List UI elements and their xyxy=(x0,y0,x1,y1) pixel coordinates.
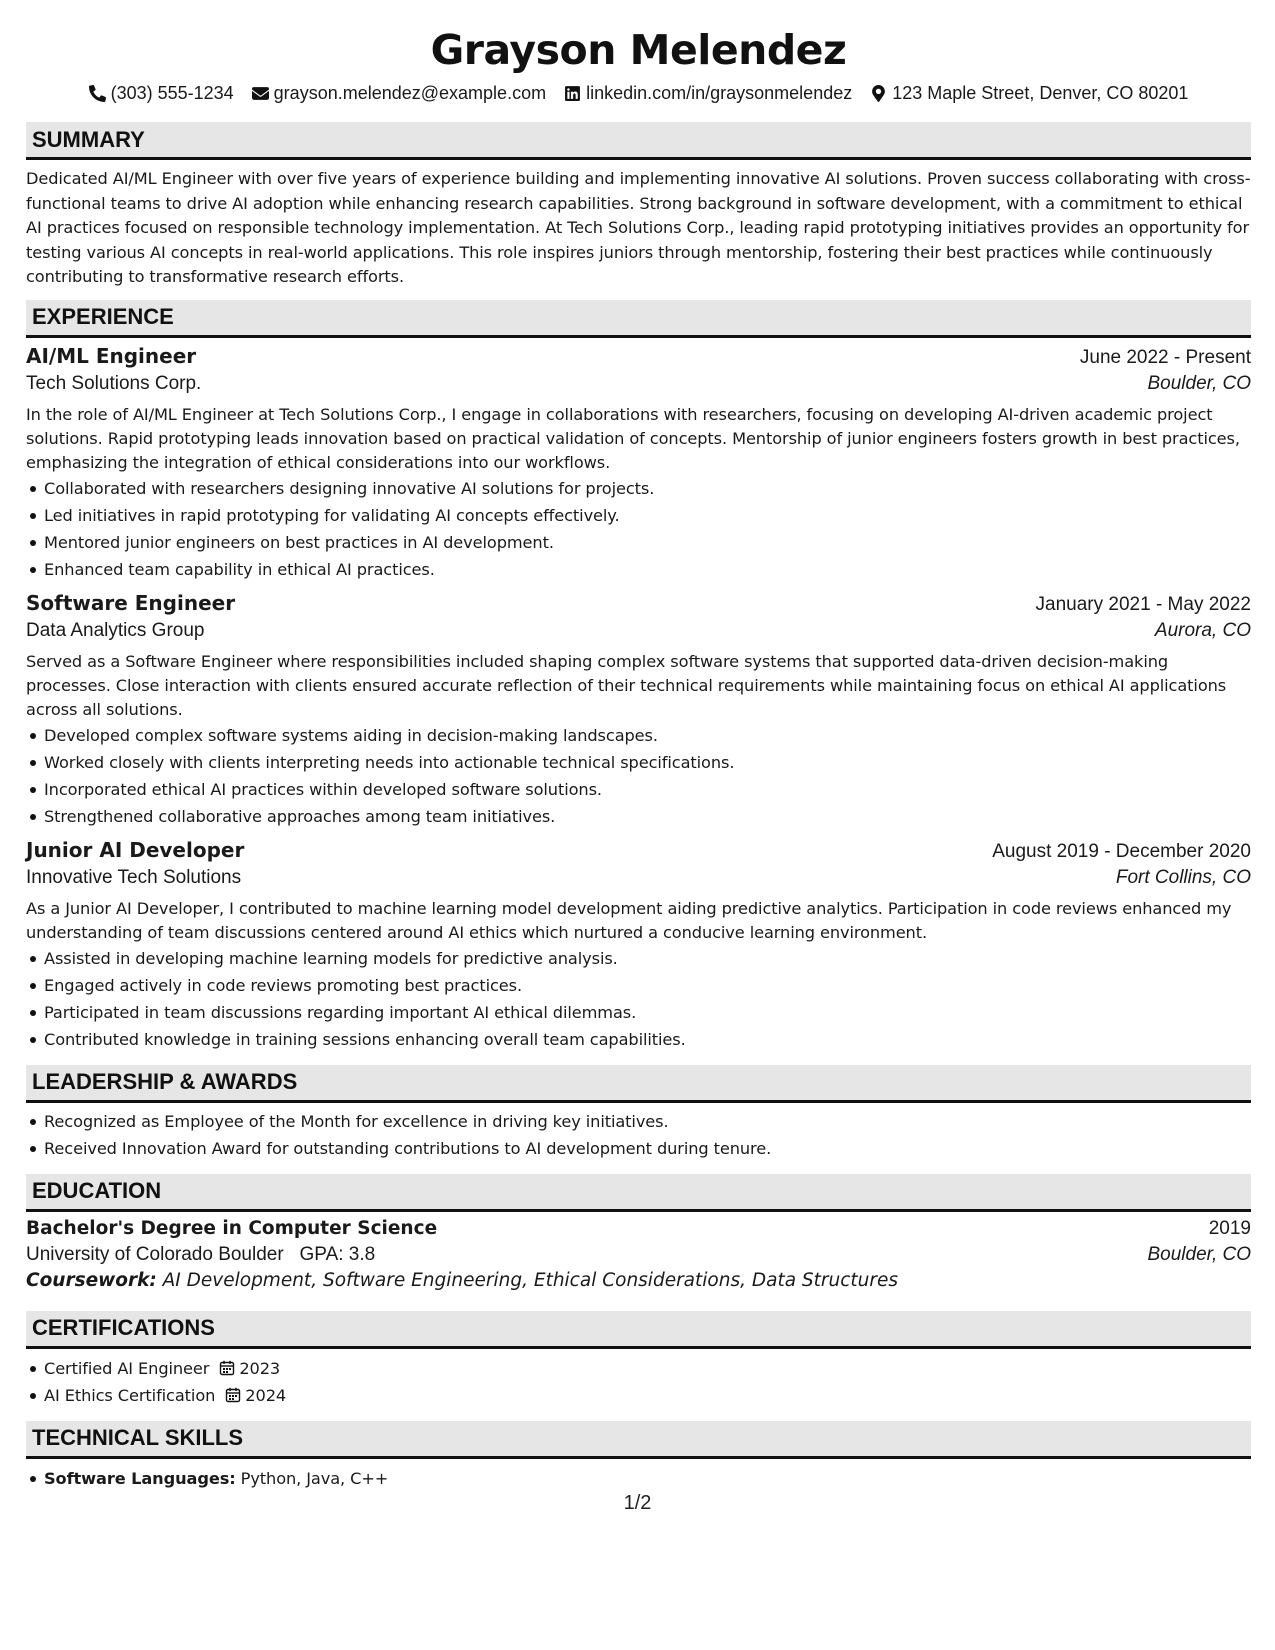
contact-address xyxy=(870,83,1188,104)
coursework-label: Coursework: xyxy=(26,1269,157,1291)
certifications-heading: CERTIFICATIONS xyxy=(26,1311,1251,1349)
list-item: Engaged actively in code reviews promoting best practices. xyxy=(26,972,1251,999)
list-item: Developed complex software systems aiding in decision-making landscapes. xyxy=(26,722,1251,749)
skills-heading: TECHNICAL SKILLS xyxy=(26,1421,1251,1459)
job-company: Data Analytics Group xyxy=(26,619,205,641)
cert-name: AI Ethics Certification xyxy=(44,1385,216,1405)
envelope-icon xyxy=(252,85,269,102)
job-company: Innovative Tech Solutions xyxy=(26,866,242,888)
job-description: As a Junior AI Developer, I contributed to machine learning model development aiding predictive analytics. Participation in code reviews enhanced my understanding of team discussions centered around AI ethics which nurtured a conducive learning environment. xyxy=(26,898,1232,942)
list-item: Mentored junior engineers on best practices in AI development. xyxy=(26,529,1251,556)
job-description: Served as a Software Engineer where responsibilities included shaping complex software systems that supported data-driven decision-making processes. Close interaction with clients ensured accurate reflection of their technical requirements while maintaining focus on ethical AI applications across all solutions. xyxy=(26,651,1227,719)
job-entry xyxy=(26,838,1251,1053)
job-bullets xyxy=(26,475,1251,583)
list-item: Received Innovation Award for outstanding contributions to AI development during tenure. xyxy=(26,1135,1251,1162)
list-item: Incorporated ethical AI practices within developed software solutions. xyxy=(26,776,1251,803)
certifications-list xyxy=(26,1355,1251,1409)
job-entry xyxy=(26,344,1251,583)
resume-page xyxy=(26,0,1251,1492)
list-item: Participated in team discussions regarding important AI ethical dilemmas. xyxy=(26,999,1251,1026)
contact-bar xyxy=(26,80,1251,106)
linkedin-text: linkedin.com/in/graysonmelendez xyxy=(586,82,853,103)
job-dates: January 2021 - May 2022 xyxy=(1035,593,1251,615)
calendar-icon xyxy=(225,1387,241,1403)
list-item: Contributed knowledge in training sessions enhancing overall team capabilities. xyxy=(26,1026,1251,1053)
list-item: Enhanced team capability in ethical AI practices. xyxy=(26,556,1251,583)
degree: Bachelor's Degree in Computer Science xyxy=(26,1217,438,1239)
job-company: Tech Solutions Corp. xyxy=(26,372,202,394)
address-text: 123 Maple Street, Denver, CO 80201 xyxy=(892,82,1189,103)
gpa: GPA: 3.8 xyxy=(299,1243,376,1265)
job-dates: August 2019 - December 2020 xyxy=(992,840,1251,862)
job-dates: June 2022 - Present xyxy=(1079,346,1251,368)
calendar-icon xyxy=(219,1360,235,1376)
experience-heading: EXPERIENCE xyxy=(26,300,1251,338)
skills-list xyxy=(26,1465,1251,1492)
job-bullets xyxy=(26,722,1251,830)
phone-text: (303) 555-1234 xyxy=(110,82,234,103)
list-item: Worked closely with clients interpreting needs into actionable technical specifications. xyxy=(26,749,1251,776)
contact-linkedin[interactable] xyxy=(564,83,852,104)
skill-label: Software Languages: xyxy=(44,1468,236,1488)
job-location: Boulder, CO xyxy=(1147,372,1251,394)
education-entry xyxy=(26,1218,1251,1291)
school-name: University of Colorado Boulder xyxy=(26,1243,284,1265)
job-entry xyxy=(26,591,1251,830)
cert-year: 2024 xyxy=(245,1385,287,1405)
education-heading: EDUCATION xyxy=(26,1174,1251,1212)
list-item xyxy=(26,1465,1251,1492)
list-item xyxy=(26,1355,1251,1382)
linkedin-icon xyxy=(564,85,581,102)
school-location: Boulder, CO xyxy=(1147,1243,1251,1265)
list-item: Recognized as Employee of the Month for excellence in driving key initiatives. xyxy=(26,1108,1251,1135)
awards-heading: LEADERSHIP & AWARDS xyxy=(26,1065,1251,1103)
school-line xyxy=(26,1244,375,1266)
map-pin-icon xyxy=(870,85,887,102)
job-title: Junior AI Developer xyxy=(26,837,245,862)
cert-year: 2023 xyxy=(239,1358,281,1378)
list-item: Collaborated with researchers designing innovative AI solutions for projects. xyxy=(26,475,1251,502)
job-bullets xyxy=(26,945,1251,1053)
awards-list xyxy=(26,1108,1251,1162)
cert-name: Certified AI Engineer xyxy=(44,1358,210,1378)
list-item: Assisted in developing machine learning models for predictive analysis. xyxy=(26,945,1251,972)
job-location: Aurora, CO xyxy=(1154,619,1251,641)
page-number: 1/2 xyxy=(623,1492,652,1514)
graduation-year: 2019 xyxy=(1208,1217,1251,1239)
contact-phone xyxy=(89,83,234,104)
job-description: In the role of AI/ML Engineer at Tech Solutions Corp., I engage in collaborations with researchers, focusing on developing AI-driven academic project solutions. Rapid prototyping leads innovation based on practical validation of concepts. Mentorship of junior engineers fosters growth in best practices, emphasizing the integration of ethical considerations into our workflows. xyxy=(26,404,1240,472)
job-title: AI/ML Engineer xyxy=(26,343,197,368)
contact-email[interactable] xyxy=(252,83,546,104)
skill-value: Python, Java, C++ xyxy=(240,1468,389,1488)
job-title: Software Engineer xyxy=(26,590,236,615)
candidate-name: Grayson Melendez xyxy=(430,26,847,74)
summary-heading: SUMMARY xyxy=(26,122,1251,160)
list-item: Led initiatives in rapid prototyping for validating AI concepts effectively. xyxy=(26,502,1251,529)
email-text: grayson.melendez@example.com xyxy=(273,82,547,103)
job-location: Fort Collins, CO xyxy=(1115,866,1251,888)
coursework xyxy=(26,1270,1251,1291)
list-item xyxy=(26,1382,1251,1409)
list-item: Strengthened collaborative approaches among team initiatives. xyxy=(26,803,1251,830)
phone-icon xyxy=(89,85,106,102)
summary-text: Dedicated AI/ML Engineer with over five years of experience building and implementing innovative AI solutions. Proven success collaborating with cross-functional teams to drive AI adoption while enhancing research capabilities. Strong background in software development, with a commitment to ethical AI practices focused on responsible technology implementation. At Tech Solutions Corp., leading rapid prototyping initiatives provides an opportunity for testing various AI concepts in real-world applications. This role inspires juniors through mentorship, fostering their best practices while continuously contributing to transformative research efforts. xyxy=(26,169,1251,287)
coursework-list: AI Development, Software Engineering, Ethical Considerations, Data Structures xyxy=(162,1269,899,1291)
